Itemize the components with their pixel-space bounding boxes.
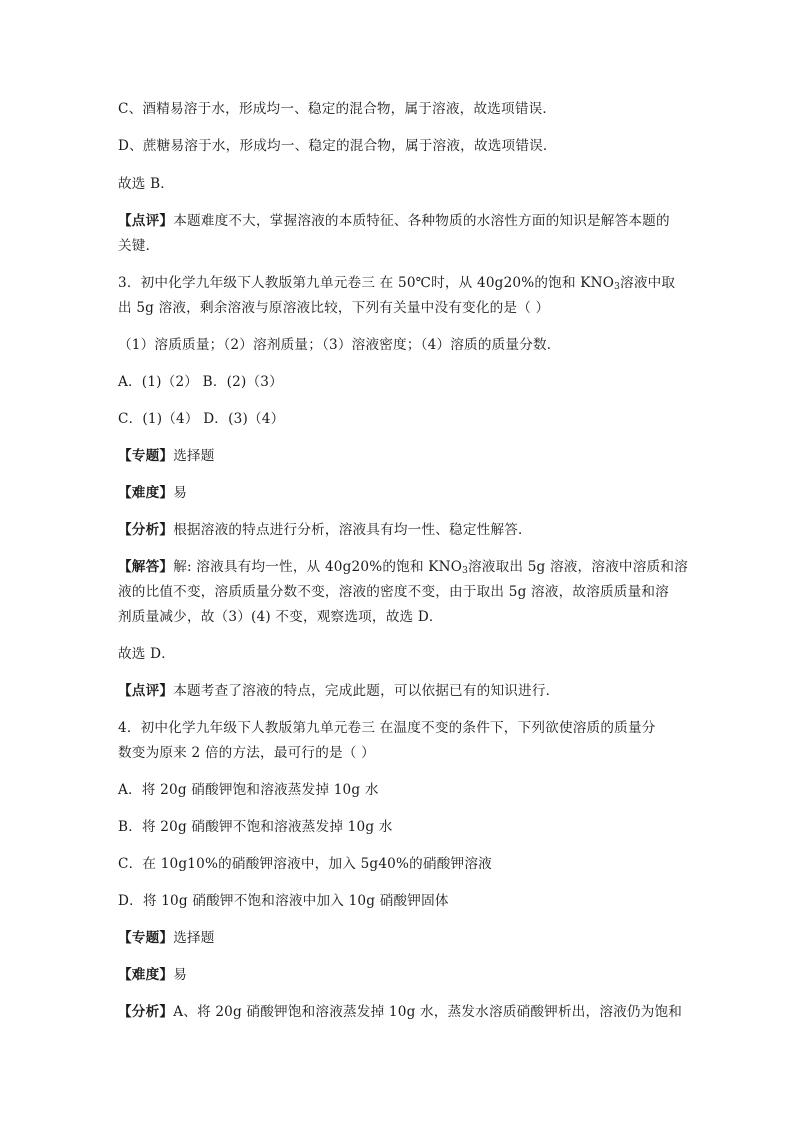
topic-text: 选择题: [173, 930, 215, 946]
analysis-tag: 【分析】: [118, 1004, 174, 1020]
q3-difficulty: [118, 484, 187, 502]
difficulty-tag: 【难度】: [118, 967, 174, 983]
analysis-text: A、将 20g 硝酸钾饱和溶液蒸发掉 10g 水，蒸发水溶质硝酸钾析出，溶液仍为饱和: [173, 1004, 683, 1020]
analysis-tag: 【分析】: [118, 522, 174, 538]
q3-stem-subscript: 3: [614, 282, 621, 292]
answer-b: 溶液取出 5g 溶液，溶液中溶质和溶: [468, 559, 688, 575]
topic-text: 选择题: [173, 448, 215, 464]
q4-difficulty: [118, 966, 187, 984]
q4-option-d: D．将 10g 硝酸钾不饱和溶液中加入 10g 硝酸钾固体: [118, 893, 449, 909]
topic-tag: 【专题】: [118, 930, 174, 946]
analysis-text: 根据溶液的特点进行分析，溶液具有均一性、稳定性解答．: [173, 522, 532, 538]
q3-stem-line1: [118, 274, 675, 296]
difficulty-tag: 【难度】: [118, 485, 174, 501]
q3-stem-line2: 出 5g 溶液，剩余溶液与原溶液比较，下列有关量中没有变化的是（ ）: [118, 300, 550, 316]
q3-conclusion: 故选 D．: [118, 646, 176, 662]
q2-conclusion: 故选 B．: [118, 176, 175, 192]
topic-tag: 【专题】: [118, 448, 174, 464]
q3-items: （1）溶质质量；（2）溶剂质量；（3）溶液密度；（4）溶质的质量分数．: [118, 337, 561, 353]
comment-tag: 【点评】: [118, 683, 174, 699]
q2-option-d: D、蔗糖易溶于水，形成均一、稳定的混合物，属于溶液，故选项错误．: [118, 138, 557, 154]
q3-topic: [118, 447, 215, 465]
difficulty-text: 易: [173, 485, 187, 501]
q4-stem-line1: 4．初中化学九年级下人教版第九单元卷三 在温度不变的条件下，下列欲使溶质的质量分: [118, 720, 656, 736]
q4-topic: [118, 929, 215, 947]
comment-tag: 【点评】: [118, 213, 174, 229]
comment-text: 本题考查了溶液的特点，完成此题，可以依据已有的知识进行．: [173, 683, 560, 699]
answer-a: 解: 溶液具有均一性，从 40g20%的饱和 KNO: [173, 559, 463, 575]
q2-option-c: C、酒精易溶于水，形成均一、稳定的混合物，属于溶液，故选项错误．: [118, 101, 557, 117]
q2-comment-cont: 关键．: [118, 238, 160, 254]
q3-options-ab: A．(1)（2） B．(2)（3）: [118, 374, 283, 390]
q4-analysis: [118, 1003, 682, 1021]
q4-option-c: C．在 10g10%的硝酸钾溶液中，加入 5g40%的硝酸钾溶液: [118, 856, 492, 872]
q4-option-a: A．将 20g 硝酸钾饱和溶液蒸发掉 10g 水: [118, 782, 379, 798]
answer-tag: 【解答】: [118, 559, 174, 575]
q3-stem-b: 溶液中取: [620, 275, 676, 291]
answer-subscript: 3: [462, 566, 468, 576]
q3-answer-line2: 液的比值不变，溶质质量分数不变，溶液的密度不变，由于取出 5g 溶液，故溶质质量和溶: [118, 584, 669, 600]
q2-comment: [118, 212, 670, 230]
q4-option-b: B．将 20g 硝酸钾不饱和溶液蒸发掉 10g 水: [118, 819, 393, 835]
comment-text: 本题难度不大，掌握溶液的本质特征、各种物质的水溶性方面的知识是解答本题的: [173, 213, 670, 229]
difficulty-text: 易: [173, 967, 187, 983]
q3-comment: [118, 682, 559, 700]
q3-options-cd: C．(1)（4） D．(3)（4）: [118, 411, 285, 427]
q4-stem-line2: 数变为原来 2 倍的方法，最可行的是（ ）: [118, 745, 375, 761]
q3-stem-a: 3．初中化学九年级下人教版第九单元卷三 在 50℃时，从 40g20%的饱和 KNO: [118, 275, 615, 291]
q3-answer-line3: 剂质量减少，故（3）(4) 不变，观察选项，故选 D．: [118, 609, 443, 625]
q3-answer-line1: [118, 558, 688, 580]
q3-analysis: [118, 521, 532, 539]
